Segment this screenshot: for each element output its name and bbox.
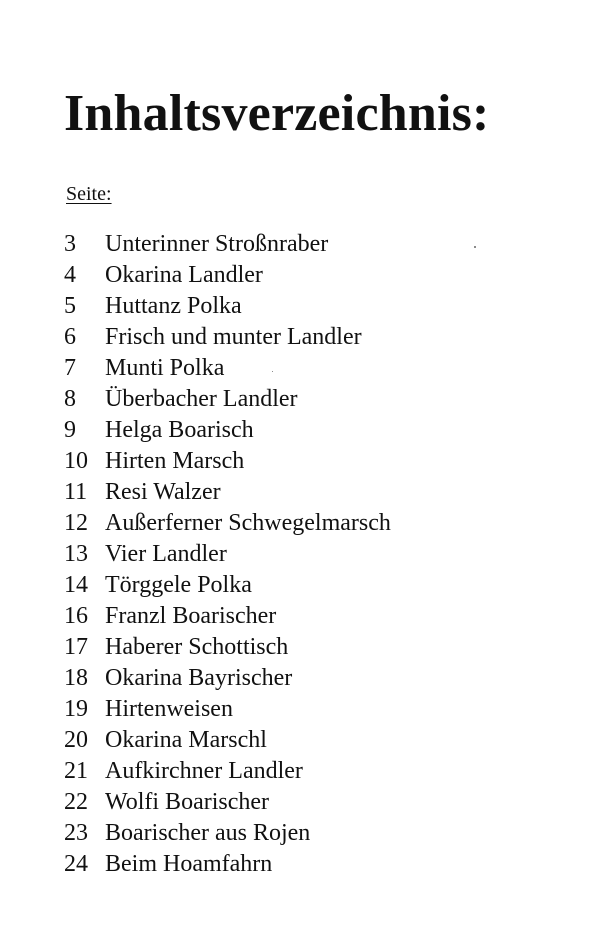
toc-entry-title: Okarina Bayrischer	[105, 665, 293, 691]
toc-entry-title: Resi Walzer	[105, 479, 221, 505]
toc-entry-page-number: 7	[64, 355, 76, 381]
toc-entry-page-number: 5	[64, 293, 76, 319]
toc-entry-page-number: 12	[64, 510, 88, 536]
toc-entry	[64, 384, 391, 415]
toc-entry-title: Helga Boarisch	[105, 417, 254, 443]
toc-entry	[64, 756, 391, 787]
toc-entry	[64, 632, 391, 663]
toc-entry-title: Törggele Polka	[105, 572, 252, 598]
toc-entry	[64, 260, 391, 291]
toc-entry-page-number: 9	[64, 417, 76, 443]
toc-entry	[64, 446, 391, 477]
toc-entry	[64, 539, 391, 570]
toc-entry-page-number: 22	[64, 789, 88, 815]
toc-entry	[64, 601, 391, 632]
toc-entry-page-number: 14	[64, 572, 88, 598]
toc-entry-page-number: 16	[64, 603, 88, 629]
page-title: Inhaltsverzeichnis:	[64, 85, 490, 142]
toc-entry-page-number: 24	[64, 851, 88, 877]
toc-entry	[64, 508, 391, 539]
toc-entry-page-number: 3	[64, 231, 76, 257]
toc-entry-page-number: 20	[64, 727, 88, 753]
toc-entry-page-number: 8	[64, 386, 76, 412]
toc-entry-page-number: 4	[64, 262, 76, 288]
toc-entry-page-number: 10	[64, 448, 88, 474]
toc-entry-title: Okarina Marschl	[105, 727, 267, 753]
toc-entry-page-number: 13	[64, 541, 88, 567]
toc-entry-title: Frisch und munter Landler	[105, 324, 362, 350]
toc-entry-title: Haberer Schottisch	[105, 634, 289, 660]
toc-entry-title: Boarischer aus Rojen	[105, 820, 311, 846]
toc-entry-page-number: 11	[64, 479, 88, 505]
toc-entry-title: Aufkirchner Landler	[105, 758, 303, 784]
toc-entry-title: Huttanz Polka	[105, 293, 242, 319]
toc-entry-title: Munti Polka	[105, 355, 225, 381]
toc-entry	[64, 818, 391, 849]
toc-entry	[64, 663, 391, 694]
toc-entry	[64, 849, 391, 880]
toc-entry-page-number: 17	[64, 634, 88, 660]
toc-entry-title: Hirten Marsch	[105, 448, 245, 474]
toc-entry	[64, 322, 391, 353]
toc-entry-page-number: 6	[64, 324, 76, 350]
toc-entry-title: Hirtenweisen	[105, 696, 233, 722]
toc-entry-title: Okarina Landler	[105, 262, 263, 288]
toc-entry-page-number: 19	[64, 696, 88, 722]
toc-entry-title: Wolfi Boarischer	[105, 789, 270, 815]
toc-entry-page-number: 23	[64, 820, 88, 846]
paper-speck	[272, 371, 273, 372]
toc-entry	[64, 477, 391, 508]
toc-entry-title: Unterinner Stroßnraber	[105, 231, 329, 257]
toc-entry	[64, 353, 391, 384]
toc-entry-title: Vier Landler	[105, 541, 227, 567]
toc-entry	[64, 291, 391, 322]
toc-entry	[64, 229, 391, 260]
toc-entry-page-number: 21	[64, 758, 88, 784]
toc-entry-title: Außerferner Schwegelmarsch	[105, 510, 391, 536]
toc-entry	[64, 694, 391, 725]
toc-entry	[64, 787, 391, 818]
page-column-label: Seite:	[66, 183, 112, 205]
toc-entry-title: Beim Hoamfahrn	[105, 851, 273, 877]
toc-entry-title: Franzl Boarischer	[105, 603, 277, 629]
paper-speck	[474, 246, 476, 248]
toc-entry-page-number: 18	[64, 665, 88, 691]
toc-entry	[64, 415, 391, 446]
toc-entry	[64, 725, 391, 756]
toc-entry	[64, 570, 391, 601]
table-of-contents	[64, 229, 391, 880]
toc-entry-title: Überbacher Landler	[105, 386, 298, 412]
